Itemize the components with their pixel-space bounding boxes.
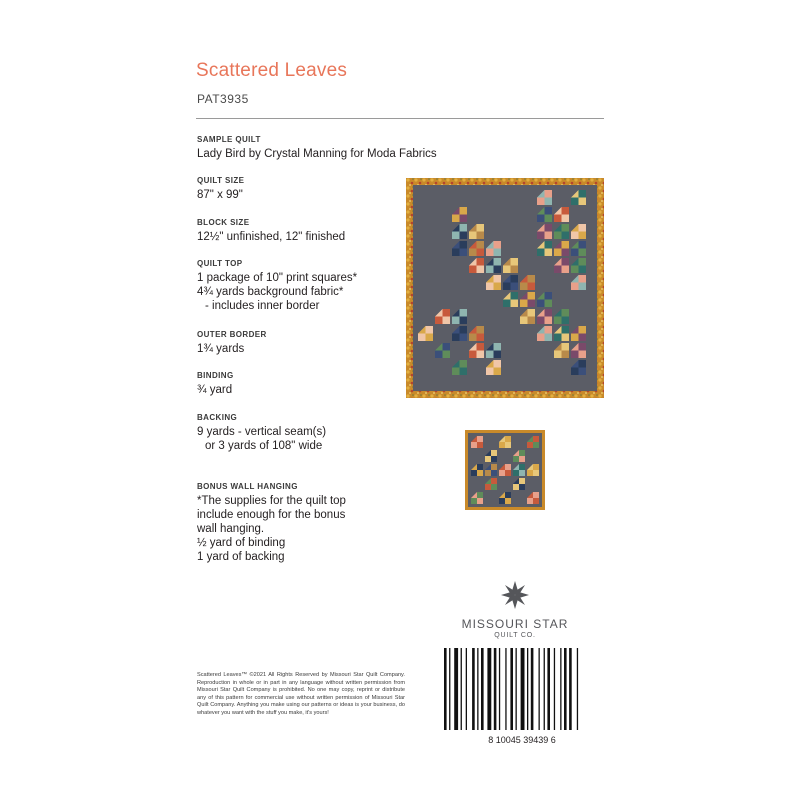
barcode-bar [477, 648, 478, 730]
quilt-size-value: 87" x 99" [197, 189, 243, 201]
header-rule [196, 118, 604, 119]
barcode-bar [516, 648, 517, 730]
barcode-bar [505, 648, 506, 730]
barcode-bar [544, 648, 545, 730]
backing-line: or 3 yards of 108" wide [205, 440, 323, 452]
bonus-line: 1 yard of backing [197, 551, 285, 563]
barcode-bar [472, 648, 475, 730]
barcode-bar [569, 648, 572, 730]
block-size-label: BLOCK SIZE [197, 218, 250, 227]
quilt-size-section [197, 176, 244, 202]
outer-border-value: 1¾ yards [197, 343, 245, 355]
logo-subtitle: QUILT CO. [494, 632, 536, 639]
barcode-bar [454, 648, 458, 730]
missouri-star-logo [455, 580, 575, 639]
barcode-bar [510, 648, 513, 730]
barcode-bar [461, 648, 462, 730]
copyright-notice: Scattered Leaves™ ©2021 All Rights Reserved by Missouri Star Quilt Company. Reproduction in whole or in part in any language without written permission from Missouri Star Quilt Company is prohibited. No one may copy, reprint or distribute any of this pattern for commercial use without written permission of Missouri Star Quilt Company. Anything you make using our patterns or ideas is your business, do whatever you want with the stuff you make, it's yours! [197, 672, 405, 716]
bonus-section [197, 482, 346, 564]
wall-hanging-image [465, 430, 545, 510]
barcode-bar [560, 648, 561, 730]
quilt-top-line: 4¾ yards background fabric* [197, 286, 344, 298]
quilt-top-section [197, 259, 357, 313]
block-size-section [197, 218, 345, 244]
barcode-bar [577, 648, 578, 730]
sample-quilt-section [197, 135, 437, 161]
sample-quilt-value: Lady Bird by Crystal Manning for Moda Fabrics [197, 148, 437, 160]
barcode-bar [564, 648, 567, 730]
barcode-bar [481, 648, 484, 730]
quilt-top-line: - includes inner border [205, 300, 320, 312]
star-icon [500, 580, 530, 610]
binding-value: ¾ yard [197, 384, 233, 396]
sample-quilt-label: SAMPLE QUILT [197, 135, 261, 144]
bonus-line: wall hanging. [197, 523, 265, 535]
bonus-line: include enough for the bonus [197, 509, 346, 521]
barcode-bar [527, 648, 528, 730]
barcode-bar [539, 648, 540, 730]
outer-border-section [197, 330, 267, 356]
backing-label: BACKING [197, 413, 238, 422]
backing-section [197, 413, 326, 453]
barcode-bar [554, 648, 555, 730]
barcode-bar [499, 648, 500, 730]
barcode-bar [444, 648, 447, 730]
outer-border-label: OUTER BORDER [197, 330, 267, 339]
pattern-sku: PAT3935 [197, 92, 249, 106]
barcode [440, 646, 604, 746]
bonus-label: BONUS WALL HANGING [197, 482, 298, 491]
quilt-image [406, 178, 604, 398]
barcode-bar [466, 648, 467, 730]
barcode-bar [494, 648, 497, 730]
bonus-line: ½ yard of binding [197, 537, 286, 549]
block-size-value: 12½" unfinished, 12" finished [197, 231, 346, 243]
barcode-bar [521, 648, 525, 730]
bonus-line: *The supplies for the quilt top [197, 495, 346, 507]
quilt-top-label: QUILT TOP [197, 259, 243, 268]
pattern-title: Scattered Leaves [196, 60, 348, 81]
barcode-digits: 8 10045 39439 6 [488, 735, 556, 745]
barcode-bar [449, 648, 450, 730]
barcode-bar [547, 648, 550, 730]
quilt-top-line: 1 package of 10" print squares* [197, 272, 358, 284]
backing-line: 9 yards - vertical seam(s) [197, 426, 327, 438]
barcode-bar [531, 648, 534, 730]
binding-label: BINDING [197, 371, 234, 380]
barcode-bar [487, 648, 491, 730]
logo-name: MISSOURI STAR [461, 617, 569, 631]
quilt-size-label: QUILT SIZE [197, 176, 245, 185]
binding-section [197, 371, 234, 397]
